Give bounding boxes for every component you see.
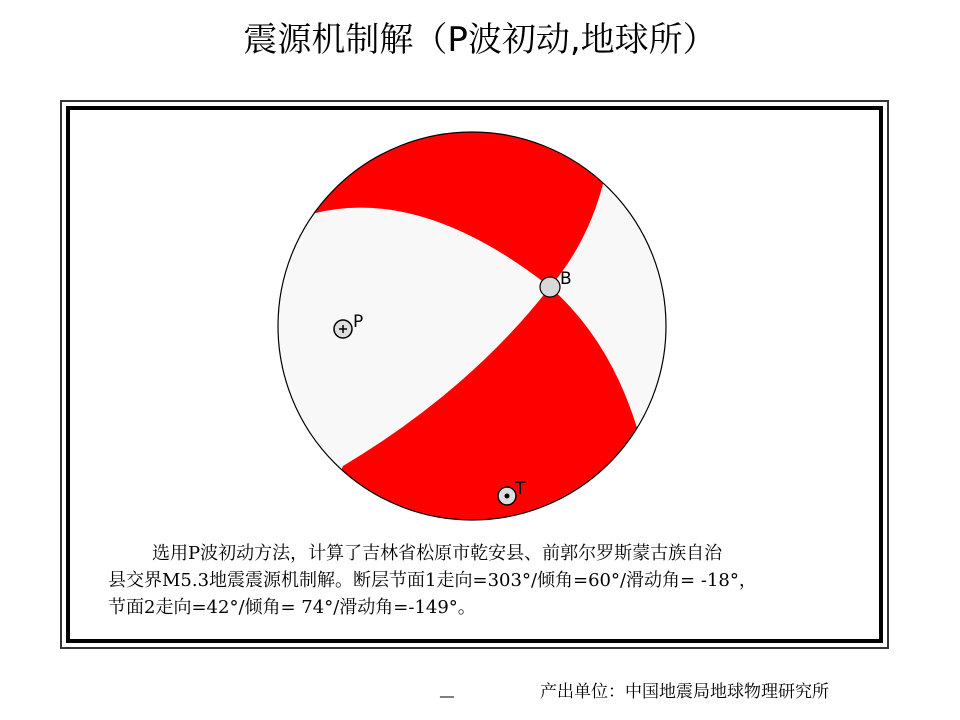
page-mark: __ <box>440 682 454 698</box>
mechanism-description <box>108 540 868 621</box>
description-line-2: 县交界M5.3地震震源机制解。断层节面1走向=303°/倾角=60°/滑动角= -18°， <box>108 570 757 591</box>
p-axis-label: P <box>353 312 364 332</box>
description-line-1: 选用P波初动方法，计算了吉林省松原市乾安县、前郭尔罗斯蒙古族自治 <box>152 543 723 564</box>
b-axis-label: B <box>560 269 572 289</box>
b-axis-marker <box>540 277 560 297</box>
t-axis-marker <box>498 487 516 505</box>
page-title: 震源机制解（P波初动,地球所） <box>243 20 717 60</box>
description-line-3: 节面2走向=42°/倾角= 74°/滑动角=-149°。 <box>108 597 476 618</box>
producer-credit: 产出单位：中国地震局地球物理研究所 <box>540 682 829 702</box>
p-axis-marker <box>334 320 352 338</box>
t-axis-label: T <box>515 479 526 499</box>
